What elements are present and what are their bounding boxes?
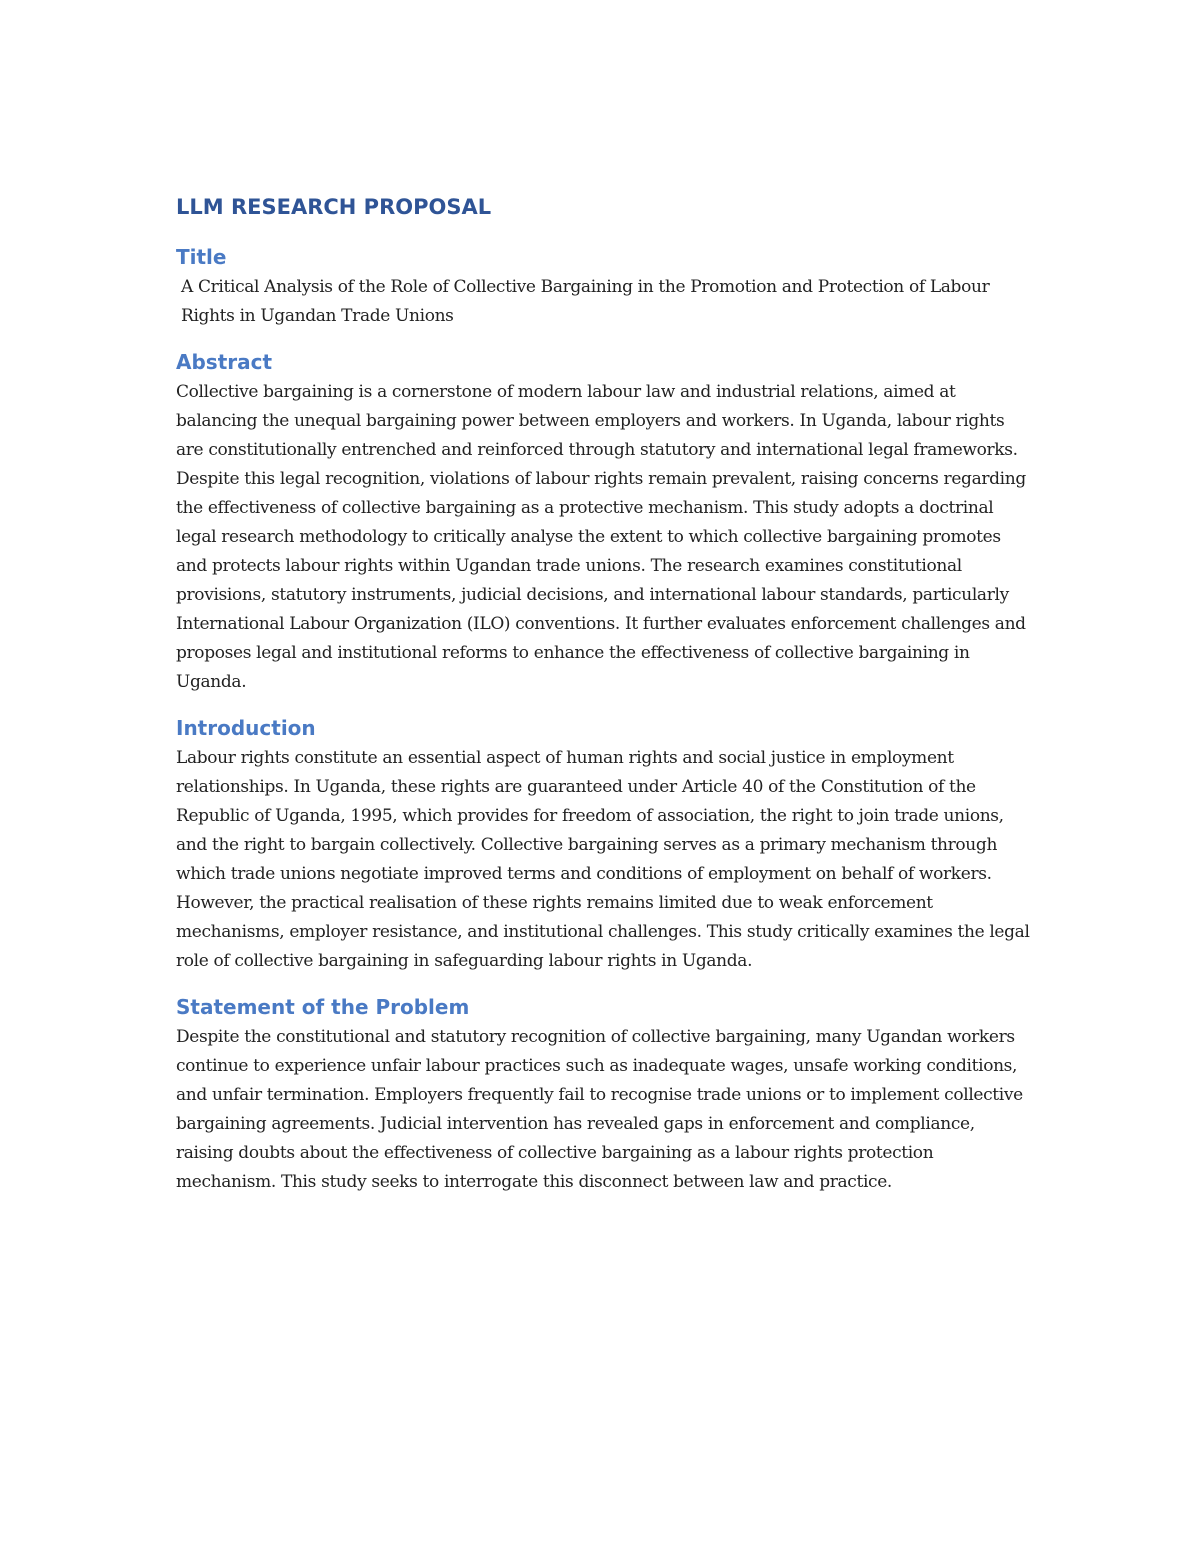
problem-statement-section [176,991,1036,1197]
abstract-heading: Abstract [176,350,273,374]
document-body [176,190,1036,1197]
problem-statement-paragraph: Despite the constitutional and statutory recognition of collective bargaining, many Ugandan workers continue to experience unfair labour practices such as inadequate wages, unsafe working conditions, and unfair termination. Employers frequently fail to recognise trade unions or to implement collective bargaining agreements. Judicial intervention has revealed gaps in enforcement and compliance, raising doubts about the effectiveness of collective bargaining as a labour rights protection mechanism. This study seeks to interrogate this disconnect between law and practice. [176,1027,1023,1192]
introduction-paragraph: Labour rights constitute an essential aspect of human rights and social justice in employment relationships. In Uganda, these rights are guaranteed under Article 40 of the Constitution of the Republic of Uganda, 1995, which provides for freedom of association, the right to join trade unions, and the right to bargain collectively. Collective bargaining serves as a primary mechanism through which trade unions negotiate improved terms and conditions of employment on behalf of workers. However, the practical realisation of these rights remains limited due to weak enforcement mechanisms, employer resistance, and institutional challenges. This study critically examines the legal role of collective bargaining in safeguarding labour rights in Uganda. [176,748,1030,971]
title-section [176,241,1036,331]
title-section-heading: Title [176,245,227,269]
abstract-section [176,346,1036,697]
proposal-title-text: A Critical Analysis of the Role of Collective Bargaining in the Promotion and Protection of Labour Rights in Ugandan Trade Unions [181,277,990,326]
introduction-section [176,712,1036,976]
problem-statement-heading: Statement of the Problem [176,995,470,1019]
introduction-heading: Introduction [176,716,316,740]
abstract-paragraph: Collective bargaining is a cornerstone of modern labour law and industrial relations, aimed at balancing the unequal bargaining power between employers and workers. In Uganda, labour rights are constitutionally entrenched and reinforced through statutory and international legal frameworks. Despite this legal recognition, violations of labour rights remain prevalent, raising concerns regarding the effectiveness of collective bargaining as a protective mechanism. This study adopts a doctrinal legal research methodology to critically analyse the extent to which collective bargaining promotes and protects labour rights within Ugandan trade unions. The research examines constitutional provisions, statutory instruments, judicial decisions, and international labour standards, particularly International Labour Organization (ILO) conventions. It further evaluates enforcement challenges and proposes legal and institutional reforms to enhance the effectiveness of collective bargaining in Uganda. [176,382,1026,692]
document-heading: LLM RESEARCH PROPOSAL [176,195,492,219]
